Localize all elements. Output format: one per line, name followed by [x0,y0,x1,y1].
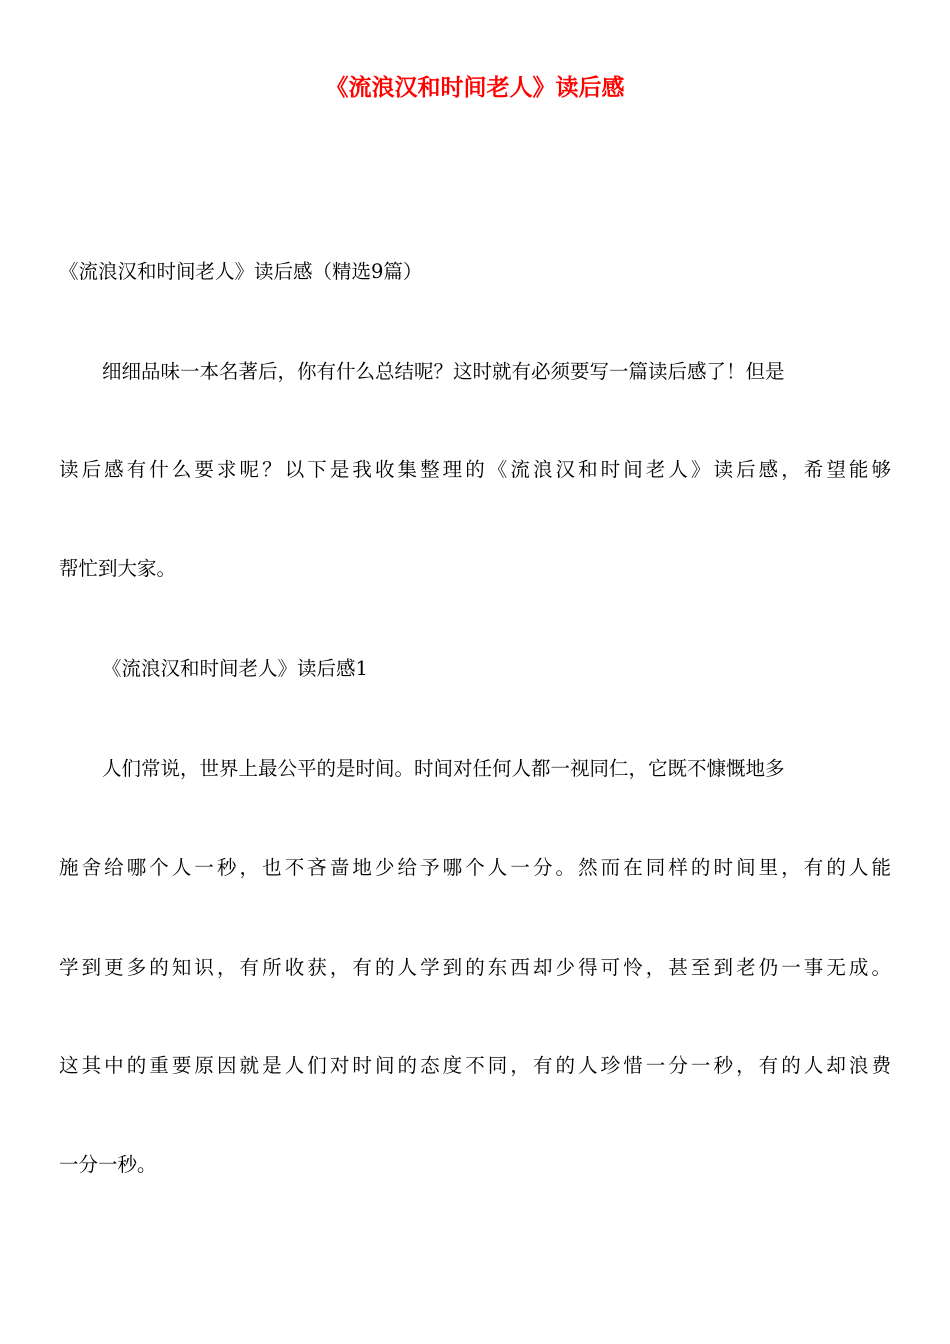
body-line-2: 施舍给哪个人一秒，也不吝啬地少给予哪个人一分。然而在同样的时间里，有的人能 [59,856,891,879]
body-line-3: 学到更多的知识，有所收获，有的人学到的东西却少得可怜，甚至到老仍一事无成。 [59,956,891,979]
section-heading: 《流浪汉和时间老人》读后感1 [102,657,368,680]
body-line-5: 一分一秒。 [59,1153,157,1176]
intro-line-3: 帮忙到大家。 [59,557,177,580]
body-line-4: 这其中的重要原因就是人们对时间的态度不同，有的人珍惜一分一秒，有的人却浪费 [59,1054,891,1077]
document-subtitle: 《流浪汉和时间老人》读后感（精选9篇） [59,260,423,283]
body-line-1: 人们常说，世界上最公平的是时间。时间对任何人都一视同仁，它既不慷慨地多 [102,757,785,780]
document-title: 《流浪汉和时间老人》读后感 [325,75,625,101]
intro-line-2: 读后感有什么要求呢？以下是我收集整理的《流浪汉和时间老人》读后感，希望能够 [59,458,891,481]
intro-line-1: 细细品味一本名著后，你有什么总结呢？这时就有必须要写一篇读后感了！但是 [102,360,785,383]
